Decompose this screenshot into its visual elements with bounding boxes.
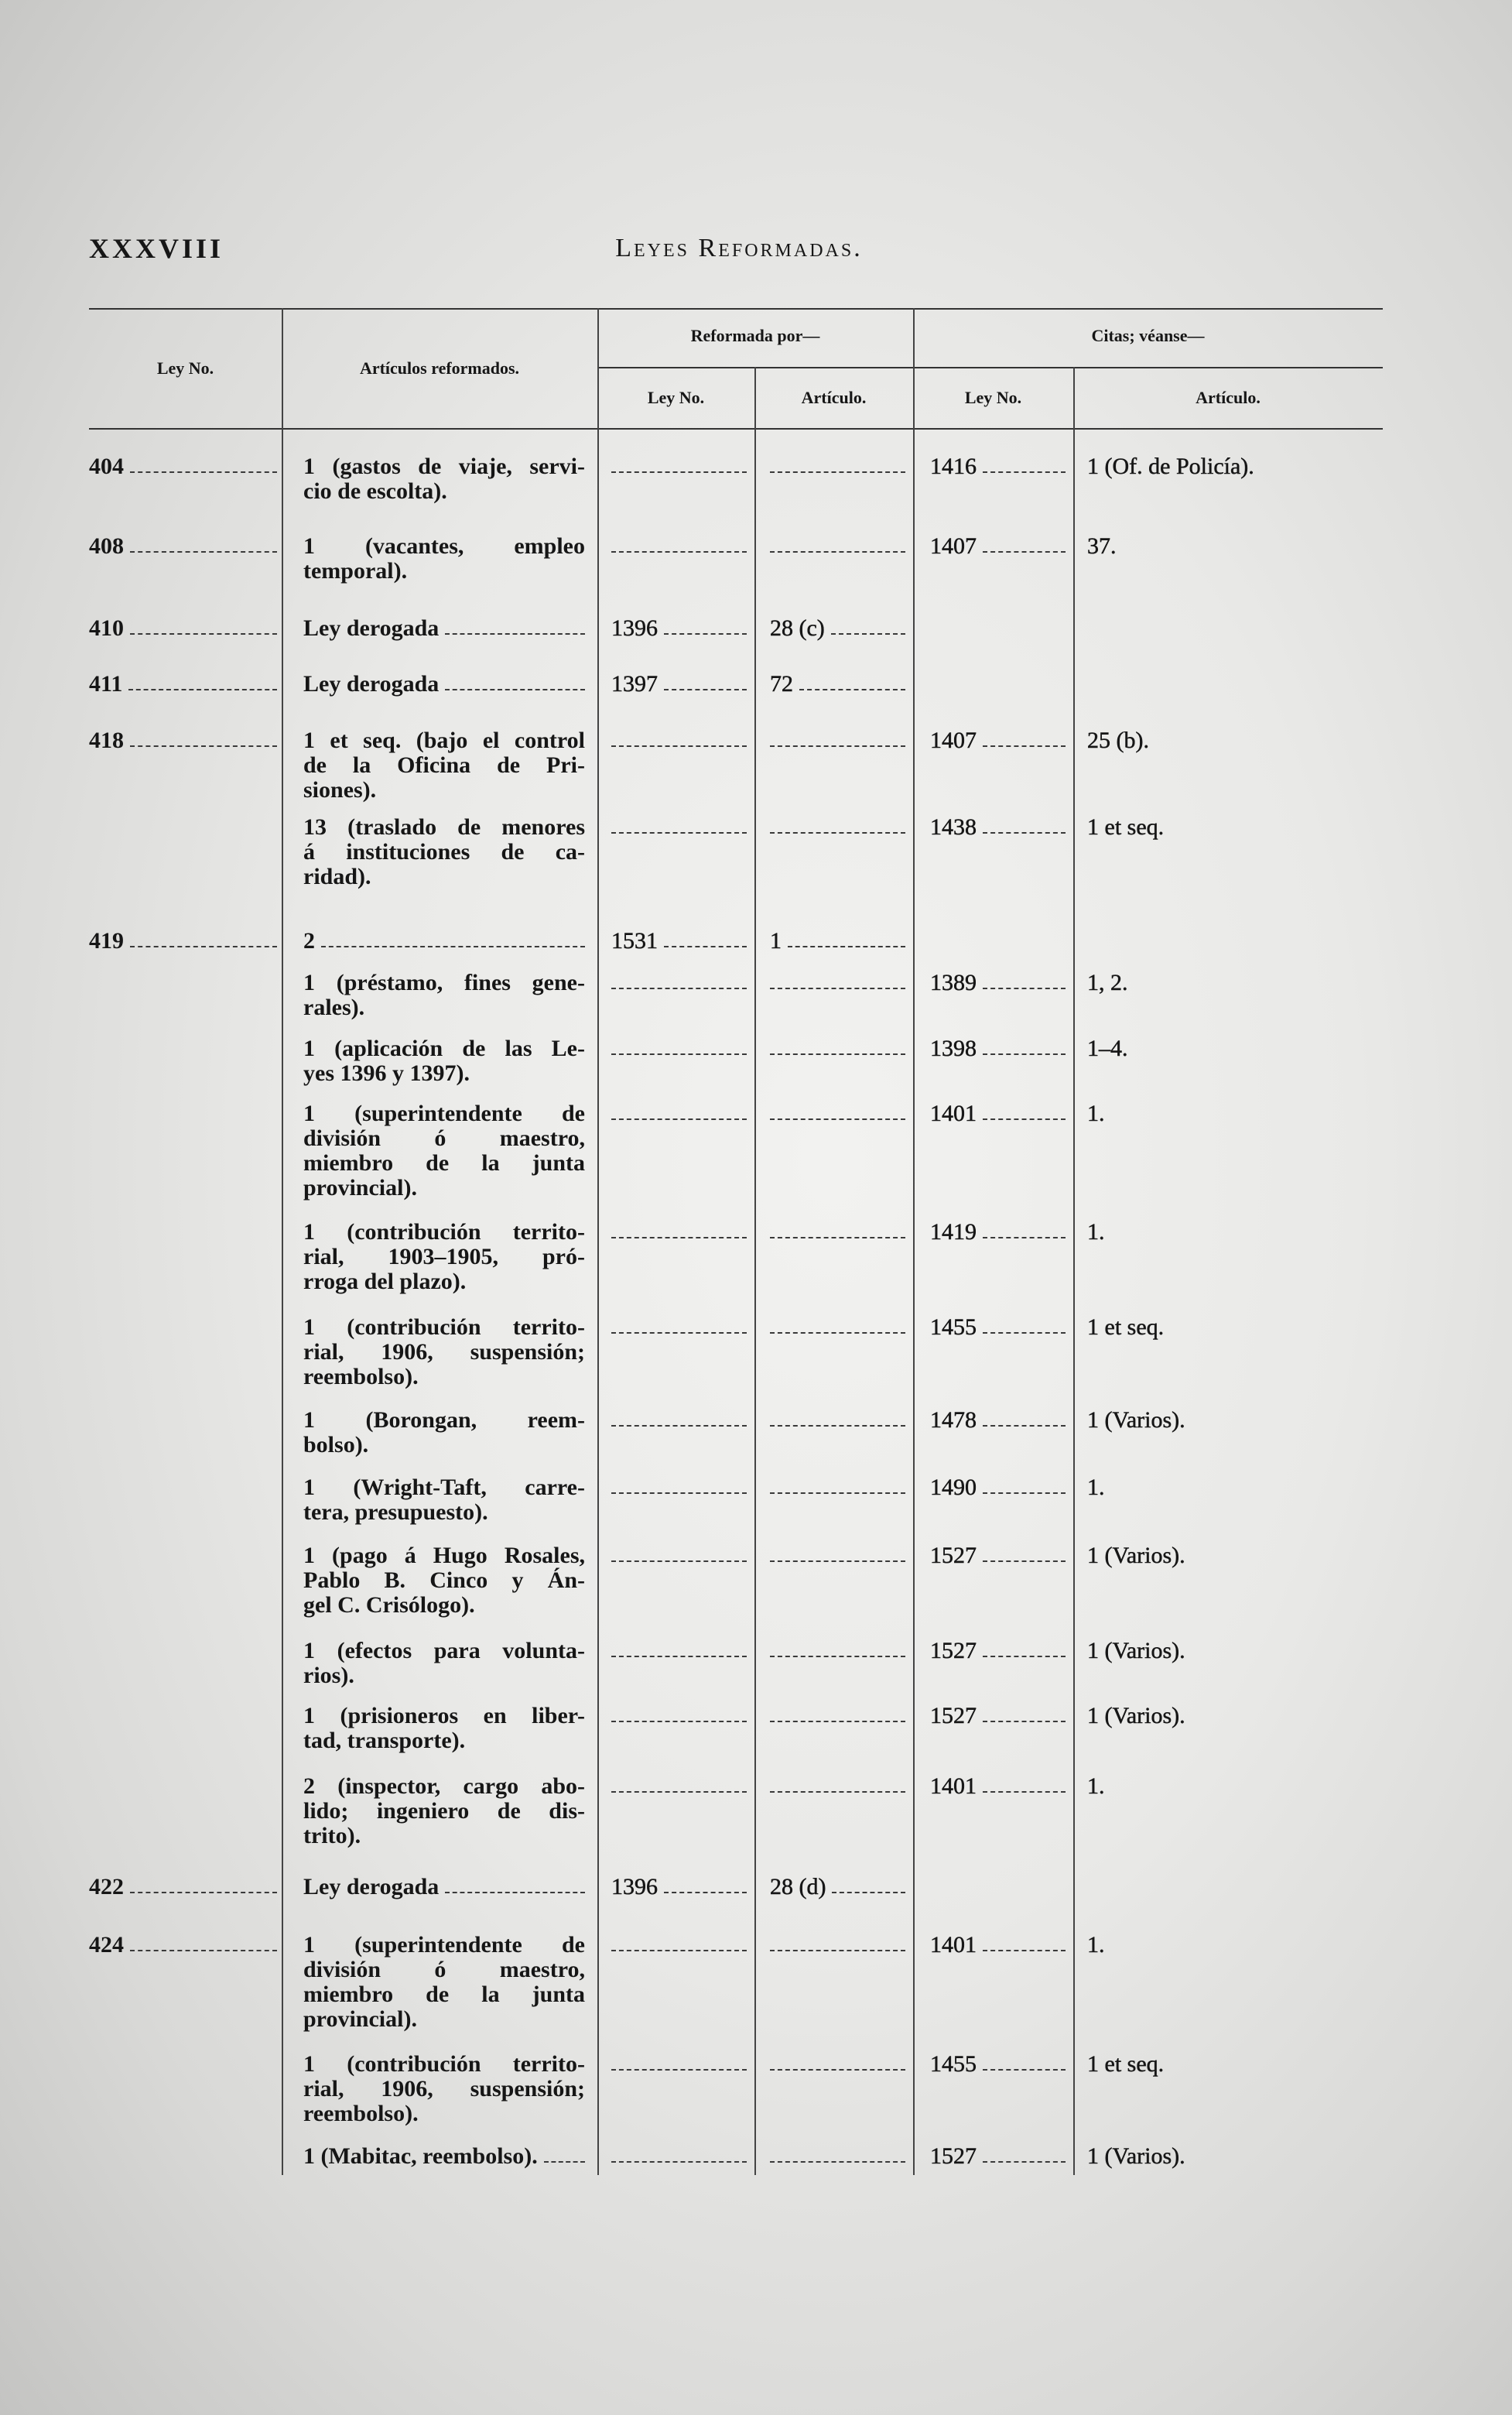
ley-number (89, 672, 277, 697)
articulo-line: rial, 1906, suspensión; (303, 1339, 585, 1365)
dotted-leader (130, 454, 277, 473)
cita-ley (930, 1933, 1066, 1958)
reformada-ley (611, 1704, 747, 1722)
articulos-reformados (303, 1101, 585, 1201)
reformada-articulo (770, 1704, 905, 1722)
articulo-text: Ley derogada (303, 615, 440, 641)
reformada-ley (611, 1933, 747, 1951)
reformada-ley (611, 1543, 747, 1562)
ley-number-text: 418 (89, 728, 124, 753)
articulo-line: bolso). (303, 1432, 369, 1458)
articulos-reformados (303, 1774, 585, 1848)
cita-ley (930, 728, 1066, 753)
reformada-ley-text: 1397 (611, 671, 658, 697)
reformada-articulo (770, 1315, 905, 1334)
cita-articulo: 25 (b). (1087, 728, 1149, 753)
dotted-leader (983, 1774, 1066, 1793)
cita-ley-text: 1401 (930, 1932, 977, 1958)
reformada-articulo-text: 1 (770, 928, 782, 954)
dotted-leader (130, 1933, 277, 1951)
column-divider (597, 308, 599, 2175)
cita-ley (930, 1704, 1066, 1728)
reformada-ley (611, 454, 747, 473)
dotted-leader (770, 815, 905, 834)
articulo-line: división ó maestro, (303, 1125, 585, 1151)
reformada-articulo (770, 2052, 905, 2071)
articulo-line (303, 616, 585, 641)
dotted-leader (983, 1704, 1066, 1722)
cita-ley (930, 815, 1066, 840)
ley-number (89, 454, 277, 479)
cita-ley (930, 1408, 1066, 1433)
cita-ley (930, 1475, 1066, 1500)
cita-articulo: 1 (Varios). (1087, 2143, 1185, 2169)
dotted-leader (611, 1036, 747, 1055)
dotted-leader (788, 929, 905, 947)
cita-ley-text: 1398 (930, 1036, 977, 1061)
dotted-leader (983, 815, 1066, 834)
articulo-line: 1 (prisioneros en liber- (303, 1703, 585, 1728)
dotted-leader (770, 1036, 905, 1055)
articulo-line: rial, 1903–1905, pró- (303, 1244, 585, 1269)
dotted-leader (611, 1774, 747, 1793)
cita-ley (930, 1101, 1066, 1126)
dotted-leader (611, 1408, 747, 1427)
dotted-leader (770, 2052, 905, 2071)
dotted-leader (770, 1704, 905, 1722)
column-divider (913, 308, 915, 2175)
dotted-leader (983, 1475, 1066, 1494)
cita-ley-text: 1416 (930, 454, 977, 479)
dotted-leader (611, 2052, 747, 2071)
column-divider (1073, 367, 1075, 2175)
articulos-reformados (303, 1875, 585, 1899)
articulos-reformados (303, 929, 585, 954)
articulo-line: de la Oficina de Pri- (303, 752, 585, 778)
articulos-reformados (303, 1475, 585, 1525)
page-title: Leyes Reformadas. (615, 234, 863, 262)
articulo-line: 1 (vacantes, empleo (303, 533, 585, 559)
reformada-ley-text: 1531 (611, 928, 658, 954)
articulo-text: Ley derogada (303, 1874, 440, 1899)
dotted-leader (770, 1220, 905, 1238)
articulo-line: rios). (303, 1663, 354, 1688)
cita-ley-text: 1478 (930, 1407, 977, 1433)
dotted-leader (983, 1639, 1066, 1657)
reformada-ley (611, 1315, 747, 1334)
dotted-leader (770, 1933, 905, 1951)
dotted-leader (983, 728, 1066, 747)
reformada-articulo (770, 1408, 905, 1427)
articulo-line: 1 (contribución territo- (303, 2051, 585, 2077)
articulo-line (303, 672, 585, 697)
header-group-rule (597, 367, 1383, 368)
articulo-line: trito). (303, 1823, 361, 1848)
reformada-articulo-text: 72 (770, 671, 793, 697)
reformada-articulo (770, 1036, 905, 1055)
dotted-leader (664, 672, 747, 690)
articulo-line: cio de escolta). (303, 478, 447, 504)
articulo-line: rales). (303, 995, 365, 1020)
reformada-articulo (770, 534, 905, 553)
dotted-leader (983, 1101, 1066, 1120)
reformada-ley-text: 1396 (611, 1874, 658, 1899)
articulos-reformados (303, 1704, 585, 1753)
dotted-leader (770, 534, 905, 553)
dotted-leader (611, 1543, 747, 1562)
dotted-leader (611, 1315, 747, 1334)
dotted-leader (983, 454, 1066, 473)
dotted-leader (611, 1704, 747, 1722)
dotted-leader (130, 534, 277, 553)
reformada-ley (611, 2144, 747, 2163)
dotted-leader (664, 929, 747, 947)
cita-ley-text: 1455 (930, 2051, 977, 2077)
dotted-leader (770, 728, 905, 747)
reformada-articulo (770, 971, 905, 989)
articulo-line: 1 et seq. (bajo el control (303, 728, 585, 753)
reformada-ley-text: 1396 (611, 615, 658, 641)
header-ley-no: Ley No. (156, 358, 214, 378)
ley-number-text: 422 (89, 1874, 124, 1899)
dotted-leader (770, 971, 905, 989)
articulos-reformados (303, 616, 585, 641)
dotted-leader (983, 1315, 1066, 1334)
page-number: XXXVIII (89, 233, 224, 264)
articulos-reformados (303, 1036, 585, 1086)
cita-ley (930, 1036, 1066, 1061)
reformada-ley (611, 815, 747, 834)
cita-ley (930, 1543, 1066, 1568)
articulos-reformados (303, 1220, 585, 1294)
articulo-line: 1 (pago á Hugo Rosales, (303, 1543, 585, 1568)
dotted-leader (770, 1639, 905, 1657)
ley-number (89, 616, 277, 641)
articulo-line: 2 (inspector, cargo abo- (303, 1773, 585, 1799)
header-reformada-por: Reformada por— (690, 326, 820, 345)
articulos-reformados (303, 1639, 585, 1688)
reformada-ley (611, 1101, 747, 1120)
reformada-ley (611, 971, 747, 989)
articulo-line: reembolso). (303, 2101, 419, 2126)
cita-articulo: 1–4. (1087, 1036, 1128, 1061)
reformada-articulo (770, 1639, 905, 1657)
cita-ley-text: 1401 (930, 1101, 977, 1126)
articulo-line: miembro de la junta (303, 1982, 585, 2007)
articulo-line: tera, presupuesto). (303, 1499, 488, 1525)
articulos-reformados (303, 454, 585, 504)
reformada-ley (611, 2052, 747, 2071)
articulo-line: 1 (efectos para volunta- (303, 1638, 585, 1663)
ley-number-text: 411 (89, 671, 123, 697)
cita-articulo: 1. (1087, 1932, 1105, 1958)
cita-ley-text: 1407 (930, 533, 977, 559)
articulo-line: yes 1396 y 1397). (303, 1060, 470, 1086)
dotted-leader (130, 929, 277, 947)
articulo-line: temporal). (303, 558, 408, 584)
reformada-ley (611, 616, 747, 641)
cita-articulo: 37. (1087, 533, 1117, 559)
articulo-line: 1 (contribución territo- (303, 1219, 585, 1245)
articulos-reformados (303, 1933, 585, 2032)
column-divider (754, 367, 756, 2175)
reformada-ley (611, 1875, 747, 1899)
articulo-line: lido; ingeniero de dis- (303, 1798, 585, 1824)
dotted-leader (770, 1475, 905, 1494)
dotted-leader (983, 2144, 1066, 2163)
articulo-line (303, 929, 585, 954)
dotted-leader (445, 1875, 585, 1893)
dotted-leader (983, 1220, 1066, 1238)
reformada-articulo (770, 616, 905, 641)
ley-number (89, 1933, 277, 1958)
dotted-leader (611, 454, 747, 473)
articulo-line: 1 (préstamo, fines gene- (303, 970, 585, 995)
header-citas: Citas; véanse— (1091, 326, 1205, 345)
reformada-ley (611, 672, 747, 697)
header-reformada-ley-no: Ley No. (647, 388, 705, 407)
dotted-leader (611, 971, 747, 989)
dotted-leader (611, 728, 747, 747)
cita-ley-text: 1455 (930, 1314, 977, 1340)
reformada-articulo-text: 28 (d) (770, 1874, 826, 1899)
articulo-line: siones). (303, 777, 377, 803)
dotted-leader (983, 971, 1066, 989)
articulo-line: 1 (Borongan, reem- (303, 1407, 585, 1433)
articulo-line: provincial). (303, 1175, 417, 1201)
reformada-ley (611, 1036, 747, 1055)
dotted-leader (831, 616, 905, 635)
cita-ley (930, 2144, 1066, 2169)
dotted-leader (832, 1875, 905, 1893)
ley-number (89, 929, 277, 954)
cita-articulo: 1 (Varios). (1087, 1543, 1185, 1568)
articulo-line: división ó maestro, (303, 1957, 585, 1982)
dotted-leader (611, 2144, 747, 2163)
dotted-leader (611, 1933, 747, 1951)
reformada-ley (611, 1774, 747, 1793)
dotted-leader (130, 728, 277, 747)
reformada-articulo (770, 454, 905, 473)
reformada-articulo (770, 1933, 905, 1951)
header-citas-ley-no: Ley No. (964, 388, 1022, 407)
dotted-leader (770, 1774, 905, 1793)
cita-ley-text: 1419 (930, 1219, 977, 1245)
articulo-line: á instituciones de ca- (303, 839, 585, 865)
dotted-leader (664, 616, 747, 635)
articulos-reformados (303, 971, 585, 1020)
dotted-leader (770, 1408, 905, 1427)
reformada-articulo-text: 28 (c) (770, 615, 825, 641)
dotted-leader (128, 672, 277, 690)
articulo-line (303, 2144, 585, 2169)
cita-articulo: 1. (1087, 1773, 1105, 1799)
dotted-leader (130, 1875, 277, 1893)
dotted-leader (611, 1639, 747, 1657)
cita-ley-text: 1527 (930, 2143, 977, 2169)
ley-number (89, 1875, 277, 1899)
articulos-reformados (303, 2052, 585, 2126)
ley-number-text: 404 (89, 454, 124, 479)
articulo-line: provincial). (303, 2006, 417, 2032)
cita-ley (930, 534, 1066, 559)
cita-articulo: 1 et seq. (1087, 814, 1165, 840)
cita-ley-text: 1527 (930, 1703, 977, 1728)
reformada-articulo (770, 815, 905, 834)
reformada-articulo (770, 2144, 905, 2163)
cita-ley-text: 1527 (930, 1543, 977, 1568)
dotted-leader (983, 1408, 1066, 1427)
reformada-ley (611, 1220, 747, 1238)
dotted-leader (770, 1315, 905, 1334)
header-reformada-articulo: Artículo. (801, 388, 867, 407)
cita-ley (930, 454, 1066, 479)
articulos-reformados (303, 534, 585, 584)
cita-articulo: 1 (Varios). (1087, 1638, 1185, 1663)
dotted-leader (770, 454, 905, 473)
cita-articulo: 1. (1087, 1219, 1105, 1245)
articulos-reformados (303, 1408, 585, 1458)
reformada-articulo (770, 672, 905, 697)
dotted-leader (983, 1036, 1066, 1055)
articulo-line: tad, transporte). (303, 1728, 466, 1753)
ley-number (89, 534, 277, 559)
cita-ley-text: 1389 (930, 970, 977, 995)
dotted-leader (770, 1543, 905, 1562)
cita-ley-text: 1407 (930, 728, 977, 753)
articulo-line: rroga del plazo). (303, 1269, 467, 1294)
cita-articulo: 1 et seq. (1087, 2051, 1165, 2077)
articulo-text: 2 (303, 928, 315, 954)
dotted-leader (544, 2144, 585, 2163)
reformada-articulo (770, 728, 905, 747)
dotted-leader (321, 929, 585, 947)
header-citas-articulo: Artículo. (1196, 388, 1261, 407)
reformada-articulo (770, 1543, 905, 1562)
dotted-leader (799, 672, 905, 690)
dotted-leader (611, 815, 747, 834)
reformada-ley (611, 929, 747, 954)
articulo-line: reembolso). (303, 1364, 419, 1389)
cita-ley (930, 1315, 1066, 1340)
dotted-leader (770, 2144, 905, 2163)
dotted-leader (611, 1475, 747, 1494)
ley-number-text: 410 (89, 615, 124, 641)
cita-ley-text: 1490 (930, 1475, 977, 1500)
reformada-ley (611, 1639, 747, 1657)
cita-articulo: 1 (Varios). (1087, 1703, 1185, 1728)
articulo-line: 1 (Wright-Taft, carre- (303, 1475, 585, 1500)
cita-articulo: 1 (Varios). (1087, 1407, 1185, 1433)
articulo-line: 1 (superintendente de (303, 1932, 585, 1958)
cita-ley-text: 1401 (930, 1773, 977, 1799)
ley-number-text: 424 (89, 1932, 124, 1958)
articulo-line: 1 (superintendente de (303, 1101, 585, 1126)
articulos-reformados (303, 1315, 585, 1389)
cita-articulo: 1, 2. (1087, 970, 1128, 995)
articulos-reformados (303, 1543, 585, 1618)
cita-ley (930, 971, 1066, 995)
cita-articulo: 1 et seq. (1087, 1314, 1165, 1340)
articulo-line: rial, 1906, suspensión; (303, 2076, 585, 2102)
reformada-articulo (770, 1220, 905, 1238)
cita-articulo: 1. (1087, 1475, 1105, 1500)
cita-ley (930, 2052, 1066, 2077)
cita-ley-text: 1438 (930, 814, 977, 840)
articulo-line: 1 (aplicación de las Le- (303, 1036, 585, 1061)
articulo-line: Pablo B. Cinco y Án- (303, 1567, 585, 1593)
dotted-leader (983, 2052, 1066, 2071)
dotted-leader (130, 616, 277, 635)
dotted-leader (983, 534, 1066, 553)
articulo-line: 1 (gastos de viaje, servi- (303, 454, 585, 479)
articulos-reformados (303, 728, 585, 803)
ley-number (89, 728, 277, 753)
reformada-ley (611, 728, 747, 747)
dotted-leader (664, 1875, 747, 1893)
articulo-line: 13 (traslado de menores (303, 814, 585, 840)
column-divider (282, 308, 283, 2175)
reformada-articulo (770, 1875, 905, 1899)
dotted-leader (611, 1101, 747, 1120)
dotted-leader (445, 672, 585, 690)
articulos-reformados (303, 2144, 585, 2169)
articulo-line: gel C. Crisólogo). (303, 1592, 475, 1618)
reformada-articulo (770, 1101, 905, 1120)
reformada-ley (611, 534, 747, 553)
cita-ley (930, 1774, 1066, 1799)
articulo-line (303, 1875, 585, 1899)
cita-ley (930, 1220, 1066, 1245)
articulo-text: Ley derogada (303, 671, 440, 697)
dotted-leader (611, 1220, 747, 1238)
dotted-leader (770, 1101, 905, 1120)
reformada-articulo (770, 1774, 905, 1793)
ley-number-text: 419 (89, 928, 124, 954)
articulo-line: ridad). (303, 864, 371, 889)
articulo-line: 1 (contribución territo- (303, 1314, 585, 1340)
articulos-reformados (303, 815, 585, 889)
reformada-articulo (770, 1475, 905, 1494)
cita-ley (930, 1639, 1066, 1663)
cita-ley-text: 1527 (930, 1638, 977, 1663)
articulos-reformados (303, 672, 585, 697)
dotted-leader (611, 534, 747, 553)
reformada-ley (611, 1475, 747, 1494)
reformada-articulo (770, 929, 905, 954)
ley-number-text: 408 (89, 533, 124, 559)
cita-articulo: 1. (1087, 1101, 1105, 1126)
cita-articulo: 1 (Of. de Policía). (1087, 454, 1254, 479)
dotted-leader (983, 1543, 1066, 1562)
reformada-ley (611, 1408, 747, 1427)
dotted-leader (983, 1933, 1066, 1951)
dotted-leader (445, 616, 585, 635)
header-articulos-reformados: Artículos reformados. (359, 358, 520, 378)
articulo-line: miembro de la junta (303, 1150, 585, 1176)
articulo-text: 1 (Mabitac, reembolso). (303, 2143, 538, 2169)
